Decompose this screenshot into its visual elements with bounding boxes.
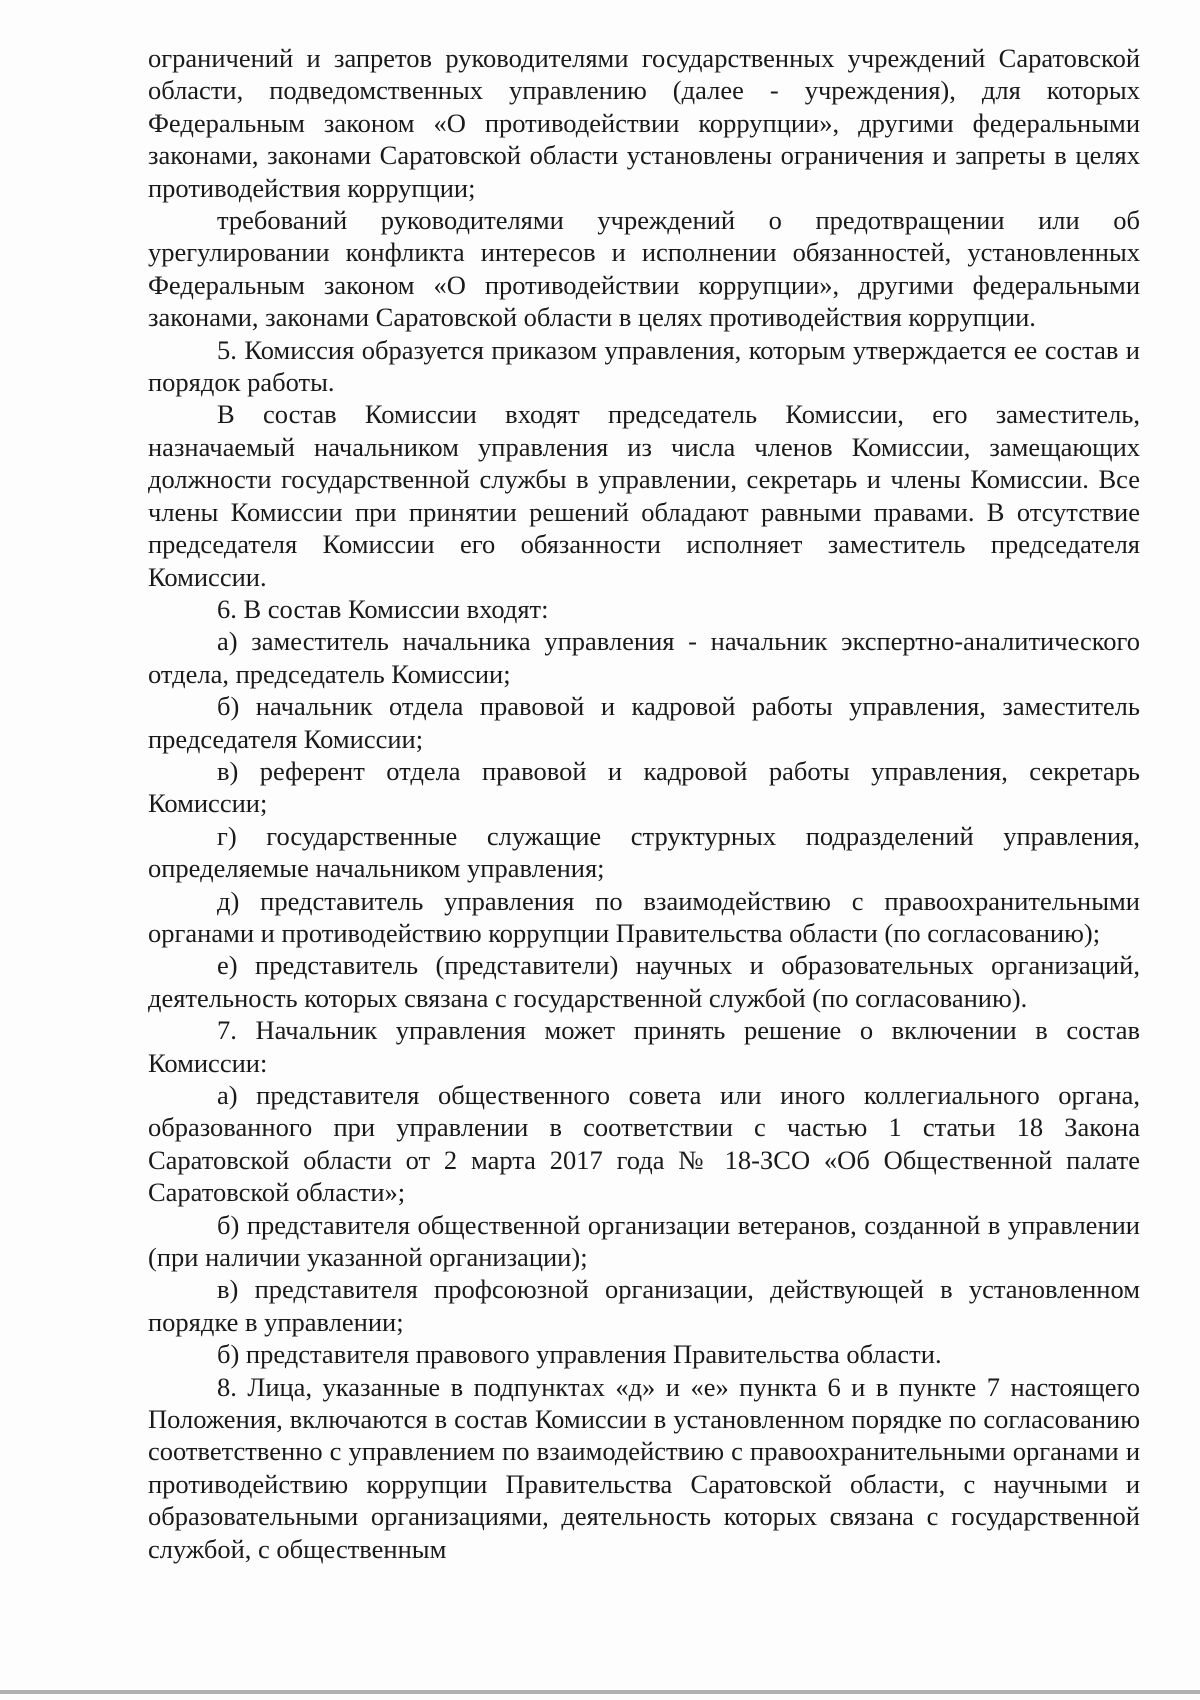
paragraph: б) начальник отдела правовой и кадровой работы управления, заместитель председателя Комиссии;: [148, 691, 1140, 754]
paragraph: б) представителя общественной организации ветеранов, созданной в управлении (при наличии указанной организации);: [148, 1209, 1140, 1273]
paragraph: е) представитель (представители) научных и образовательных организаций, деятельность которых связана с государственной службой (по согласованию).: [148, 950, 1140, 1013]
paragraph: 8. Лица, указанные в подпунктах «д» и «е» пункта 6 и в пункте 7 настоящего Положения, включаются в состав Комиссии в установленном порядке по согласованию соответственно с управлением по взаимодействию с правоохранительными органами и противодействию коррупции Правительства Саратовской области, с научными и образовательными организациями, деятельность которых связана с государственной службой, с общественным: [148, 1371, 1140, 1564]
paragraph: 7. Начальник управления может принять решение о включении в состав Комиссии:: [148, 1015, 1140, 1078]
scan-edge: [0, 1690, 1200, 1694]
paragraph: в) представителя профсоюзной организации, действующей в установленном порядке в управлении;: [148, 1274, 1140, 1337]
document-body: [148, 42, 1140, 1565]
paragraph: а) заместитель начальника управления - начальник экспертно-аналитического отдела, председатель Комиссии;: [148, 626, 1140, 689]
paragraph: г) государственные служащие структурных подразделений управления, определяемые начальником управления;: [148, 820, 1140, 884]
paragraph: а) представителя общественного совета или иного коллегиального органа, образованного при управлении в соответствии с частью 1 статьи 18 Закона Саратовской области от 2 марта 2017 года № 18-ЗСО «Об Общественной палате Саратовской области»;: [148, 1080, 1140, 1208]
paragraph: 5. Комиссия образуется приказом управления, которым утверждается ее состав и порядок работы.: [148, 334, 1140, 398]
paragraph: б) представителя правового управления Правительства области.: [217, 1339, 942, 1370]
paragraph: ограничений и запретов руководителями государственных учреждений Саратовской области, подведомственных управлению (далее - учреждения), для которых Федеральным законом «О противодействии коррупции», другими федеральными законами, законами Саратовской области установлены ограничения и запреты в целях противодействия коррупции;: [148, 43, 1140, 203]
paragraph: требований руководителями учреждений о предотвращении или об урегулировании конфликта интересов и исполнении обязанностей, установленных Федеральным законом «О противодействии коррупции», другими федеральными законами, законами Саратовской области в целях противодействия коррупции.: [148, 205, 1140, 333]
paragraph: 6. В состав Комиссии входят:: [217, 593, 549, 624]
paragraph: В состав Комиссии входят председатель Комиссии, его заместитель, назначаемый начальником управления из числа членов Комиссии, замещающих должности государственной службы в управлении, секретарь и члены Комиссии. Все члены Комиссии при принятии решений обладают равными правами. В отсутствие председателя Комиссии его обязанности исполняет заместитель председателя Комиссии.: [148, 399, 1140, 592]
paragraph: д) представитель управления по взаимодействию с правоохранительными органами и противодействию коррупции Правительства области (по согласованию);: [148, 885, 1140, 948]
paragraph: в) референт отдела правовой и кадровой работы управления, секретарь Комиссии;: [148, 755, 1140, 819]
